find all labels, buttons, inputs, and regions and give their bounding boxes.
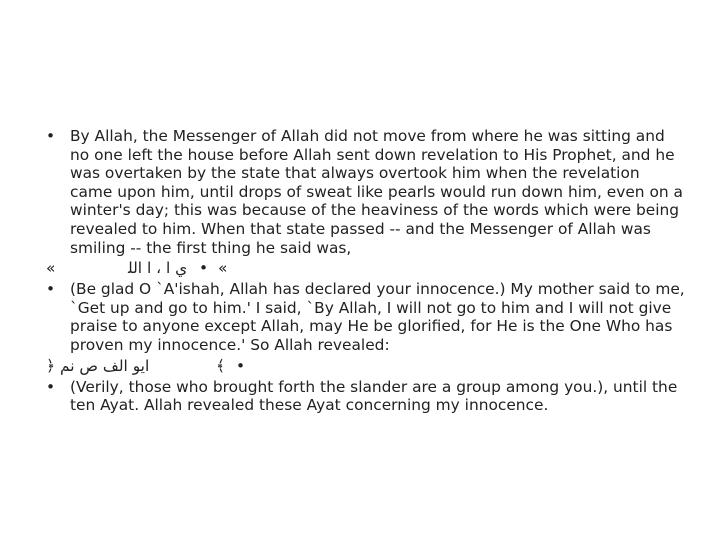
list-item xyxy=(46,378,686,415)
bullet-icon: • xyxy=(46,127,56,145)
bullet-icon: • xyxy=(46,377,56,396)
arabic-list-item xyxy=(46,357,686,377)
open-quote: ﴿ xyxy=(46,356,56,375)
arabic-list-item xyxy=(46,259,686,279)
paragraph-text: By Allah, the Messenger of Allah did not move from where he was sitting and no one left the house before Allah sent down revelation to His Prophet, and he was overtaken by the state that always overtook him when the revelation came upon him, until drops of sweat like pearls would run down him, even on a winter's day; this was because of the heaviness of the words which were being revealed to him. When that state passed -- and the Messenger of Allah was smiling -- the first thing he said was, xyxy=(70,127,683,257)
arabic-text: ي ا ، ا اﻟﻠ xyxy=(128,259,188,278)
bullet-icon: • xyxy=(199,259,209,278)
open-quote: « xyxy=(46,259,56,278)
list-item xyxy=(46,127,686,257)
bullet-list xyxy=(46,127,686,415)
close-quote: ﴾ xyxy=(216,356,226,375)
bullet-icon: • xyxy=(236,356,246,375)
arabic-text: ﺍﻳﻮ ﺍﻟﻒ ﺹ ﻧﻢ xyxy=(60,356,150,375)
bullet-icon: • xyxy=(46,280,56,299)
list-item xyxy=(46,280,686,354)
close-quote: » xyxy=(218,259,228,278)
paragraph-text: (Be glad O `A'ishah, Allah has declared your innocence.) My mother said to me, `Get up and go to him.' I said, `By Allah, I will not go to him and I will not give praise to anyone except Allah, may He be glorified, for He is the One Who has proven my innocence.' So Allah revealed: xyxy=(70,280,685,354)
paragraph-text: (Verily, those who brought forth the slander are a group among you.), until the ten Ayat. Allah revealed these Ayat concerning my innocence. xyxy=(70,377,678,415)
